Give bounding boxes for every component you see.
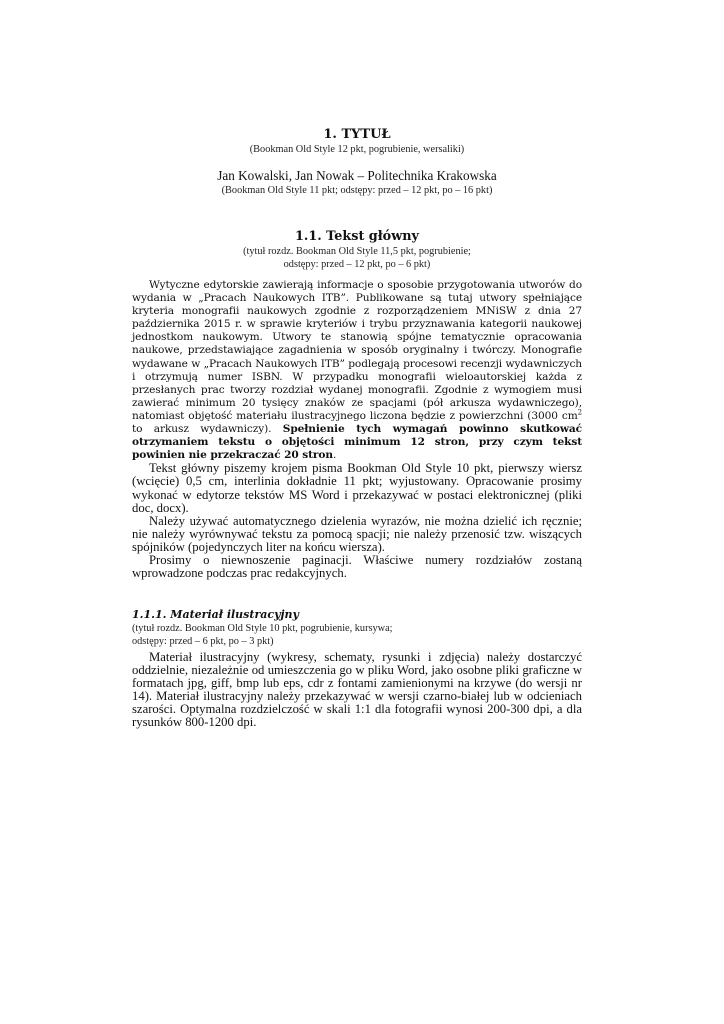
subsection-block: [132, 608, 582, 730]
subsection-heading: 1.1.1. Materiał ilustracyjny: [132, 608, 299, 621]
subsection-style-note-1: (tytuł rozdz. Bookman Old Style 10 pkt, pogrubienie, kursywa;: [132, 623, 393, 634]
section-heading-block: [132, 229, 582, 271]
paragraph-guidelines: [132, 279, 582, 462]
section-heading: 1.1. Tekst główny: [295, 229, 419, 244]
paragraph-hyphenation: Należy używać automatycznego dzielenia wyrazów, nie można dzielić ich ręcznie; nie należy wyrównywać tekstu za pomocą spacji; nie należy przenosić tzw. wiszących spójników (pojedynczych liter na końcu wiersza).: [132, 513, 582, 554]
subsection-style-note-2: odstępy: przed – 6 pkt, po – 3 pkt): [132, 636, 274, 647]
authors-block: [132, 167, 582, 197]
paragraph-pagination: Prosimy o niewnoszenie paginacji. Właściwe numery rozdziałów zostaną wprowadzone podczas prac redakcyjnych.: [132, 552, 582, 581]
section-style-note-2: odstępy: przed – 12 pkt, po – 6 pkt): [283, 259, 431, 270]
section-style-note-1: (tytuł rozdz. Bookman Old Style 11,5 pkt, pogrubienie;: [243, 246, 471, 257]
authors-style-note: (Bookman Old Style 11 pkt; odstępy: przed – 12 pkt, po – 16 pkt): [221, 185, 493, 196]
paragraph-guidelines-bold: Spełnienie tych wymagań powinno skutkować otrzymaniem tekstu o objętości minimum 12 stron, przy czym tekst powinien nie przekraczać 20 stron: [132, 423, 582, 462]
paragraph-guidelines-text: Wytyczne edytorskie zawierają informacje o sposobie przygotowania utworów do wydania w „Pracach Naukowych ITB”. Publikowane są tutaj utwory spełniające kryteria monografii naukowych zgodnie z rozporządzeniem MNiSW z dnia 27 października 2015 r. w sprawie kryteriów i trybu przyznawania kategorii naukowej jednostkom naukowym. Utwory te stanowią spójne tematycznie opracowania naukowe, przedstawiające zagadnienia w sposób oryginalny i twórczy. Monografie wydawane w „Pracach Naukowych ITB” podlegają procesowi recenzji wydawniczych i otrzymują numer ISBN. W przypadku monografii wieloautorskiej każda z przesłanych prac tworzy rozdział wydanej monografii. Zgodnie z wymogiem musi zawierać minimum 20 tysięcy znaków ze spacjami (pół arkusza wydawniczego), natomiast objętość materiału ilustracyjnego liczona będzie z powierzchni (3000 cm: [132, 279, 582, 422]
title-text: 1. TYTUŁ: [323, 127, 391, 142]
section-body: [132, 279, 582, 580]
paragraph-font-rules: Tekst główny piszemy krojem pisma Bookman Old Style 10 pkt, pierwszy wiersz (wcięcie) 0,5 cm, interlinia dokładnie 11 pkt; wyjustowany. Opracowanie prosimy wykonać w edytorze tekstów MS Word i przekazywać w postaci elektronicznej (pliki doc, docx).: [132, 461, 582, 515]
document-title: [132, 127, 582, 156]
paragraph-guidelines-end: .: [332, 449, 337, 462]
title-style-note: (Bookman Old Style 12 pkt, pogrubienie, wersaliki): [249, 144, 465, 155]
paragraph-illustrations: Materiał ilustracyjny (wykresy, schematy, rysunki i zdjęcia) należy dostarczyć oddzielnie, niezależnie od umieszczenia go w pliku Word, jako osobne pliki graficzne w formatach jpg, giff, bmp lub eps, cdr z fontami zamienionymi na krzywe (do wersji nr 14). Materiał ilustracyjny należy przekazywać w wersji czarno-białej lub w odcieniach szarości. Optymalna rozdzielczość w skali 1:1 dla fotografii wynosi 200-300 dpi, a dla rysunków 800-1200 dpi.: [132, 650, 582, 730]
authors-line: Jan Kowalski, Jan Nowak – Politechnika Krakowska: [217, 168, 497, 183]
paragraph-guidelines-after-sup: to arkusz wydawniczy).: [132, 423, 283, 436]
superscript-2: 2: [577, 408, 582, 417]
